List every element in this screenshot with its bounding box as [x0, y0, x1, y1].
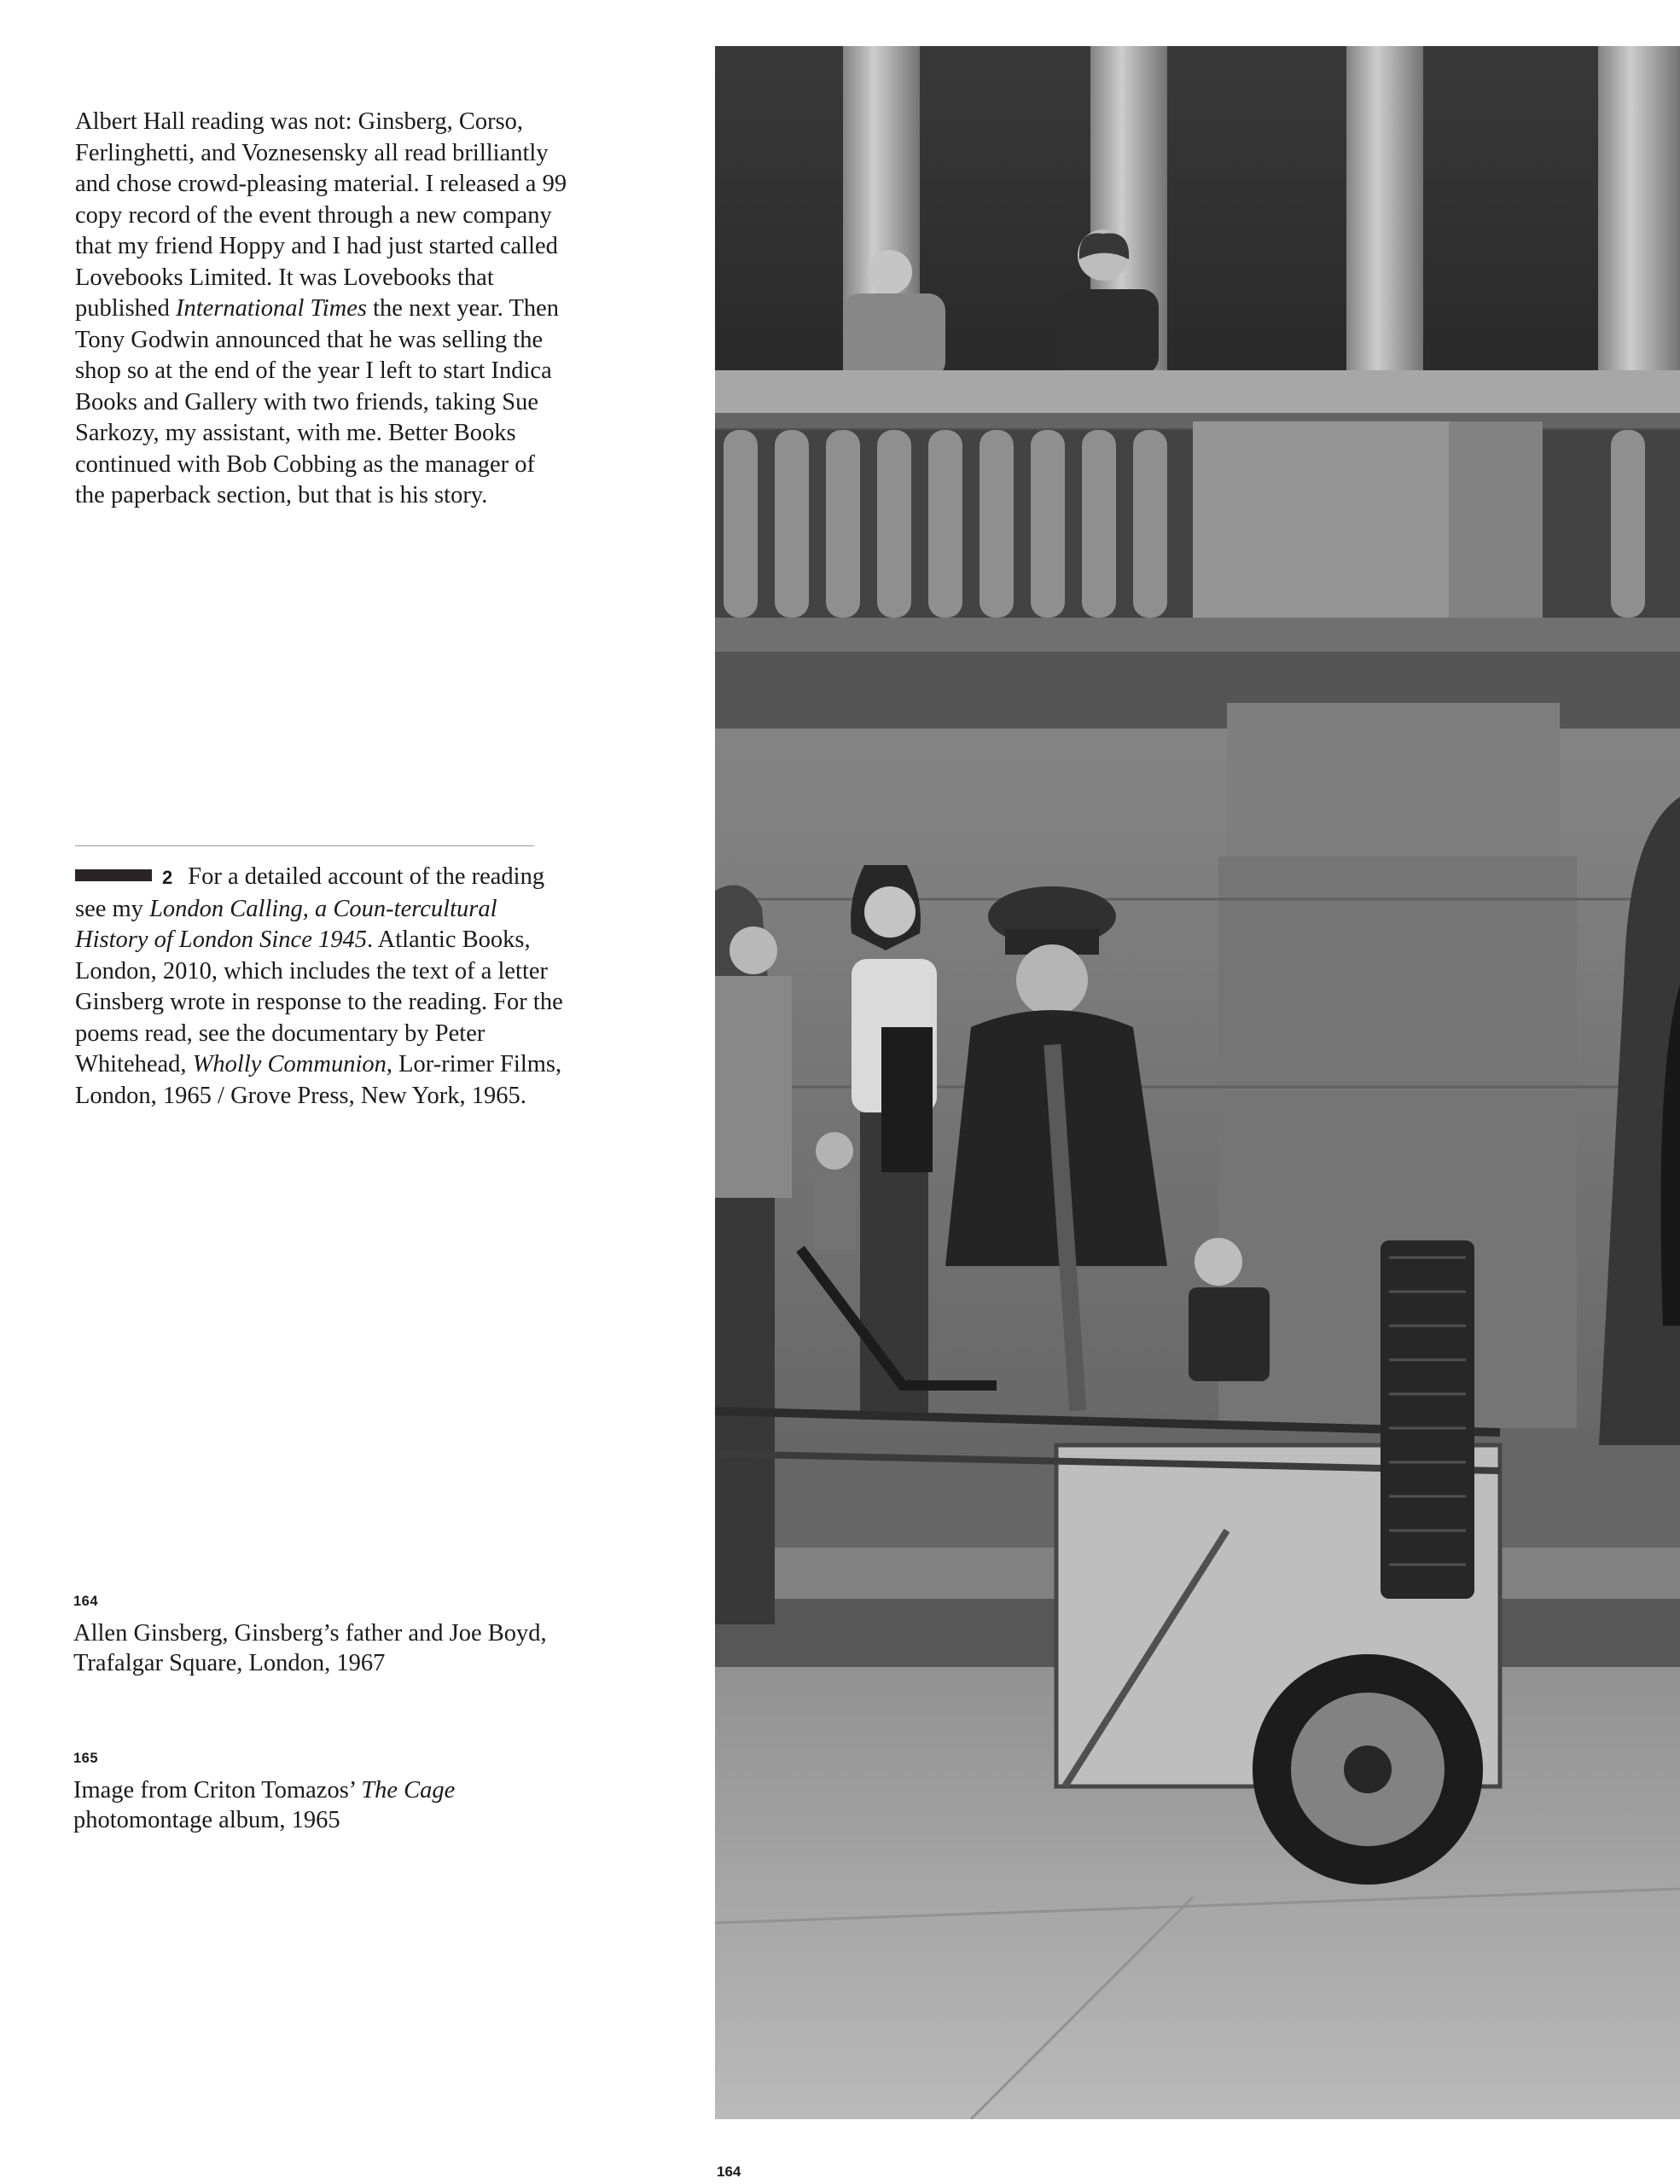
page-number: 164	[717, 2164, 741, 2180]
body-text	[75, 107, 570, 512]
footnote-text: For a detailed account of the reading see my	[75, 863, 545, 922]
photograph	[715, 46, 1680, 2119]
caption-164	[73, 1593, 568, 1678]
caption-text: photomontage album, 1965	[73, 1807, 340, 1833]
body-paragraph	[75, 107, 570, 512]
body-text-segment: Albert Hall reading was not: Ginsberg, Corso, Ferlinghetti, and Voznesensky all read brilliantly and chose crowd-pleasing material. I released a 99 copy record of the event through a new company that my friend Hoppy and I had just started called Lovebooks Limited. It was Lovebooks that published	[75, 108, 567, 322]
footnote-marker-bar	[75, 869, 152, 881]
caption-number: 165	[73, 1751, 99, 1766]
footnote	[75, 862, 570, 1112]
body-text-segment: the next year. Then Tony Godwin announced that he was selling the shop so at the end of the year I left to start Indica Books and Gallery with two friends, taking Sue Sarkozy, my assistant, with me. Better Books continued with Bob Cobbing as the manager of the paperback section, but that is his story.	[75, 295, 560, 508]
publication-title: International Times	[175, 295, 368, 322]
footnote-number: 2	[162, 867, 173, 888]
caption-text: Image from Criton Tomazos’	[73, 1777, 362, 1804]
footnote-divider	[75, 845, 534, 846]
footnote-book-title: London Calling, a Coun-tercultural History of London Since 1945	[75, 895, 497, 953]
footnote-film-title: Wholly Communion	[192, 1051, 387, 1077]
caption-text: Allen Ginsberg, Ginsberg’s father and Joe Boyd, Trafalgar Square, London, 1967	[73, 1620, 547, 1676]
caption-number: 164	[73, 1594, 99, 1609]
caption-165	[73, 1750, 568, 1835]
photo-illustration	[715, 46, 1680, 2119]
footnote-text: . Atlantic Books, London, 2010, which includes the text of a letter Ginsberg wrote in response to the reading. For the poems read, see the documentary by Peter Whitehead,	[75, 926, 563, 1077]
footnote-text: , Lor-rimer Films, London, 1965 / Grove Press, New York, 1965.	[75, 1051, 562, 1109]
caption-album-title: The Cage	[361, 1777, 456, 1804]
